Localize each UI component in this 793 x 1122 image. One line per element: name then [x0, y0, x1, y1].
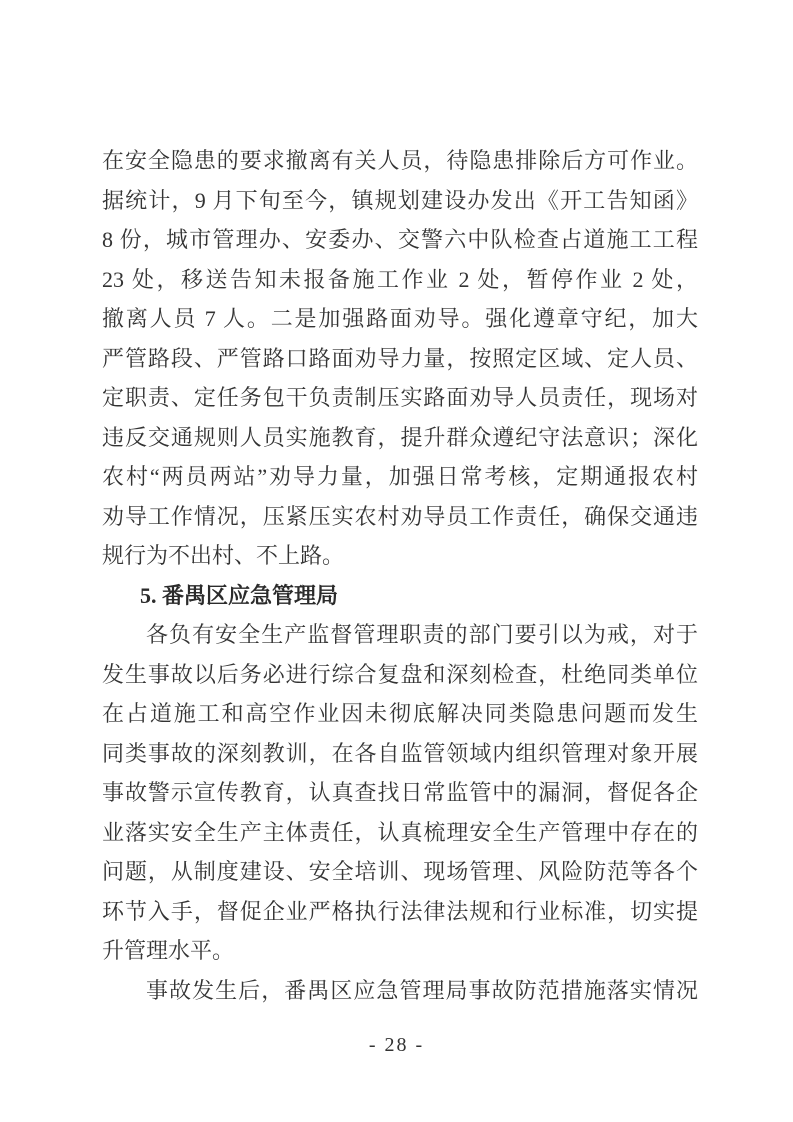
text-line: 8 份，城市管理办、安委办、交警六中队检查占道施工工程 [102, 227, 698, 252]
text-line: 在安全隐患的要求撤离有关人员，待隐患排除后方可作业。 [102, 148, 698, 173]
text-line: 23 处，移送告知未报备施工作业 2 处，暂停作业 2 处， [102, 266, 698, 292]
text-line: 升管理水平。 [102, 938, 235, 963]
text-line: 农村“两员两站”劝导力量，加强日常考核，定期通报农村 [102, 464, 698, 489]
text-line: 事故警示宣传教育，认真查找日常监管中的漏洞，督促各企 [102, 780, 698, 805]
text-line: 事故发生后，番禺区应急管理局事故防范措施落实情况 [146, 977, 698, 1003]
text-line: 严管路段、严管路口路面劝导力量，按照定区域、定人员、 [102, 345, 698, 371]
page-number: - 28 - [368, 1034, 425, 1056]
text-line: 同类事故的深刻教训，在各自监管领域内组织管理对象开展 [102, 740, 698, 766]
text-line: 问题，从制度建设、安全培训、现场管理、风险防范等各个 [102, 859, 698, 884]
text-line: 发生事故以后务必进行综合复盘和深刻检查，杜绝同类单位 [102, 661, 698, 687]
text-line: 环节入手，督促企业严格执行法律法规和行业标准，切实提 [102, 898, 698, 924]
section-heading: 5. 番禺区应急管理局 [140, 582, 339, 608]
text-line: 据统计，9 月下旬至今，镇规划建设办发出《开工告知函》 [102, 187, 698, 213]
paragraph-continuation [102, 141, 698, 576]
text-line: 违反交通规则人员实施教育，提升群众遵纪守法意识；深化 [102, 424, 698, 450]
text-line: 规行为不出村、不上路。 [102, 543, 345, 568]
paragraph [102, 971, 698, 1011]
text-line: 定职责、定任务包干负责制压实路面劝导人员责任，现场对 [102, 385, 698, 410]
text-line: 在占道施工和高空作业因未彻底解决同类隐患问题而发生 [102, 701, 698, 726]
text-line: 撤离人员 7 人。二是加强路面劝导。强化遵章守纪，加大 [102, 306, 698, 331]
text-line: 劝导工作情况，压紧压实农村劝导员工作责任，确保交通违 [102, 503, 698, 529]
text-line: 业落实安全生产主体责任，认真梳理安全生产管理中存在的 [102, 819, 698, 845]
paragraph [102, 615, 698, 971]
document-body [102, 141, 698, 1010]
text-line: 各负有安全生产监督管理职责的部门要引以为戒，对于 [146, 622, 698, 647]
